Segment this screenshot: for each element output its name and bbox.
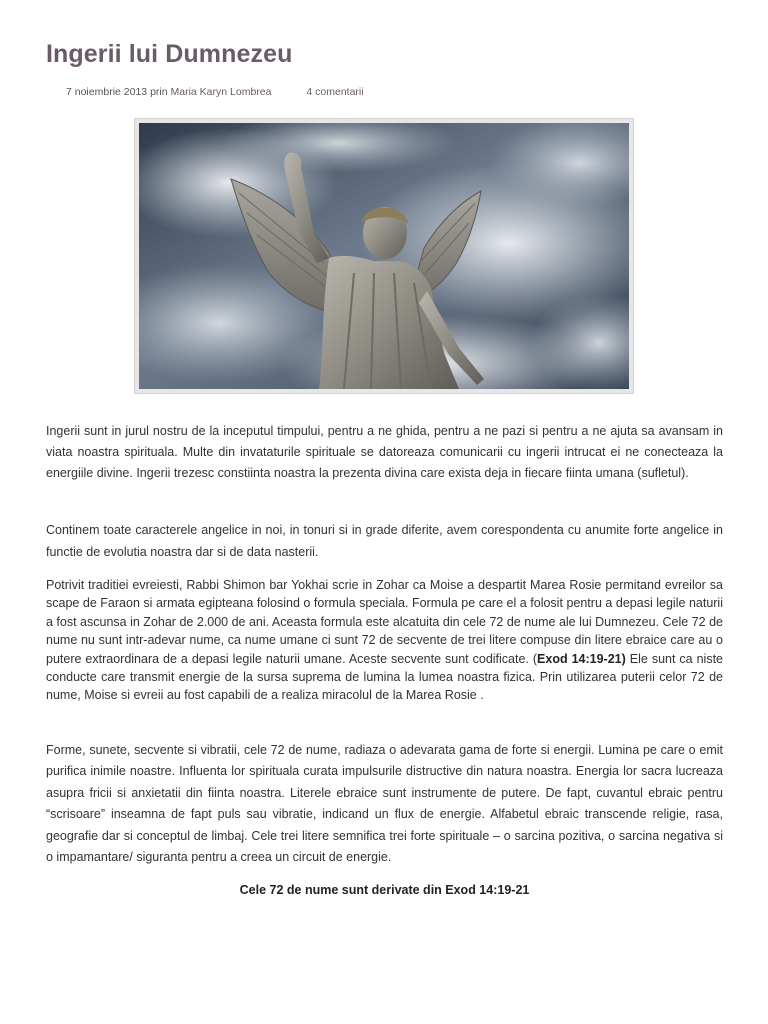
paragraph-3 bbox=[46, 576, 723, 705]
exod-reference: Exod 14:19-21) bbox=[537, 651, 626, 666]
post-date: 7 noiembrie 2013 bbox=[66, 86, 148, 98]
angel-statue-image bbox=[139, 123, 629, 389]
featured-image bbox=[134, 118, 634, 394]
paragraph-3-part-a: Potrivit traditiei evreiesti, Rabbi Shimon bar Yokhai scrie in Zohar ca Moise a despartit Marea Rosie permitand evreilor sa scape de Faraon si armata egipteana folosind o formula speciala. Formula pe care el a folosit pentru a depasi legile naturii a fost ascunsa in Zohar de 2.000 de ani. Aceasta formula este alcatuita din cele 72 de nume ale lui Dumnezeu. Cele 72 de nume nu sunt intr-adevar nume, ca nume umane ci sunt 72 de secvente de trei litere compuse din litere ebraice care au o putere extraordinara de a depasi legile naturii umane. Aceste secvente sunt codificate. ( bbox=[46, 578, 723, 666]
paragraph-2: Continem toate caracterele angelice in noi, in tonuri si in grade diferite, avem corespondenta cu anumite forte angelice in functie de evolutia noastra dar si de data nasterii. bbox=[46, 523, 723, 559]
paragraph-1: Ingerii sunt in jurul nostru de la inceputul timpului, pentru a ne ghida, pentru a ne pazi si pentru a ne ajuta sa avansam in viata noastra spirituala. Multe din invataturile spirituale se datoreaza comunicarii cu ingerii intrucat ei ne conecteaza la energiile divine. Ingerii trezesc constiinta noastra la prezenta divina care exista deja in fiecare fiinta umana (sufletul). bbox=[46, 424, 723, 481]
post-by: prin bbox=[150, 86, 168, 98]
paragraph-3-part-b: Ele sunt ca niste conducte care transmit energie de la sursa suprema de lumina la lumea noastra fizica. Prin utilizarea puterii celor 72 de nume, Moise si evreii au fost capabili de a realiza miracolul de la Marea Rosie . bbox=[46, 651, 723, 703]
comments-link[interactable]: 4 comentarii bbox=[306, 86, 364, 98]
bold-caption: Cele 72 de nume sunt derivate din Exod 14:19-21 bbox=[239, 883, 530, 897]
paragraph-4: Forme, sunete, secvente si vibratii, cele 72 de nume, radiaza o adevarata gama de forte si energii. Lumina pe care o emit purifica inimile noastre. Influenta lor spirituala curata impulsurile distructive din natura noastra. Energia lor sacra lucreaza asupra fricii si anxietatii din fiinta noastra. Literele ebraice sunt instrumente de putere. De fapt, cuvantul ebraic pentru “scrisoare” inseamna de fapt puls sau vibratie, indicand un flux de energie. Alfabetul ebraic transcende religie, rasa, geografie dar si conceptul de limbaj. Cele trei litere semnifica trei forte spirituale – o sarcina pozitiva, o sarcina negativa si o impamantare/ siguranta pentru a creea un circuit de energie. bbox=[46, 743, 723, 865]
author-link[interactable]: Maria Karyn Lombrea bbox=[170, 86, 272, 98]
article-title[interactable]: Ingerii lui Dumnezeu bbox=[46, 40, 293, 68]
post-meta bbox=[66, 86, 364, 98]
